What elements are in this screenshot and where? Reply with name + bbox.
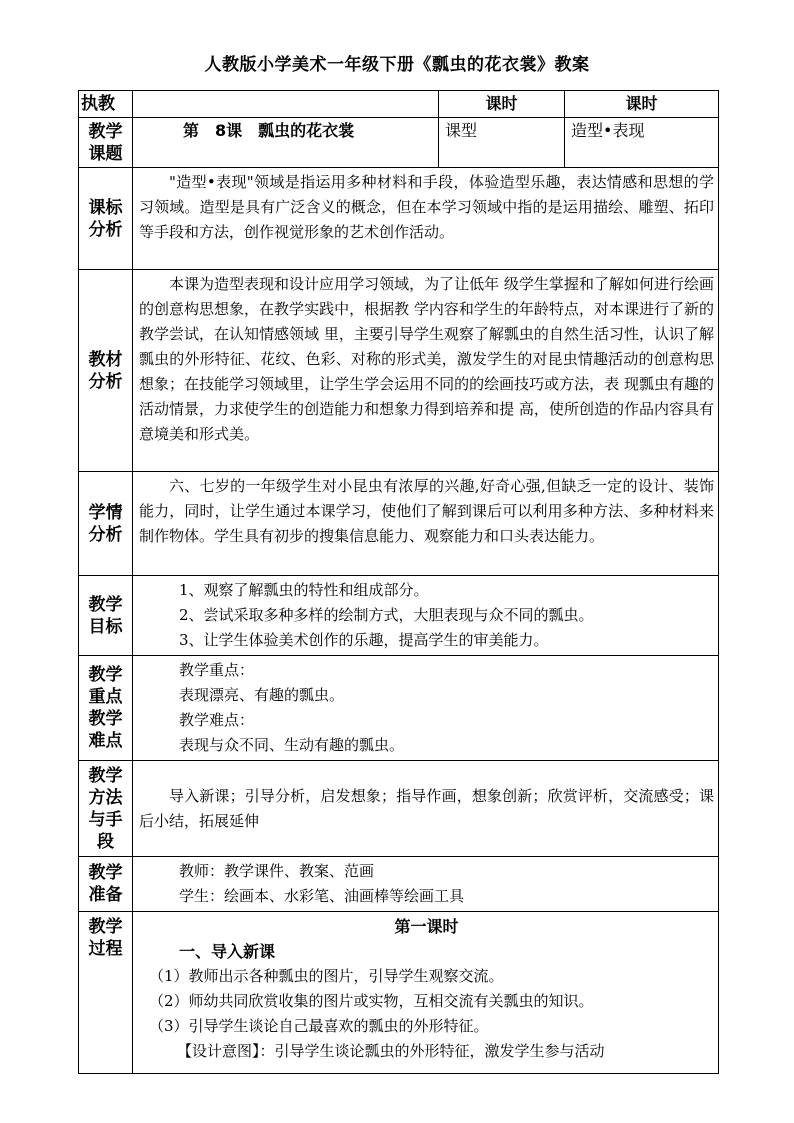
- lesson-type-label: 课型: [439, 118, 565, 168]
- material-row: [79, 270, 719, 472]
- teacher-value: [133, 91, 439, 118]
- key-points-label: 教学重点教学难点: [79, 656, 133, 761]
- methods-text: 导入新课；引导分析，启发想象；指导作画，想象创新；欣赏评析，交流感受；课后小结，拓展延伸: [139, 786, 714, 830]
- section-heading: 一、导入新课: [179, 942, 276, 961]
- goal-item: 1、观察了解瓢虫的特性和组成部分。: [179, 581, 429, 599]
- learner-row: [79, 472, 719, 576]
- standard-row: [79, 168, 719, 270]
- design-intent: 【设计意图】：引导学生谈论瓢虫的外形特征，激发学生参与活动: [177, 1042, 605, 1060]
- material-label: 教材分析: [79, 270, 133, 472]
- process-step: （3）引导学生谈论自己最喜欢的瓢虫的外形特征。: [149, 1017, 489, 1035]
- process-step: （2）师幼共同欣赏收集的图片或实物，互相交流有关瓢虫的知识。: [149, 992, 594, 1010]
- goals-row: [79, 576, 719, 656]
- material-text: 本课为造型表现和设计应用学习领域，为了让低年 级学生掌握和了解如何进行绘画的创意构思想象，在教学实践中，根据教 学内容和学生的年龄特点，对本课进行了新的教学尝试，在认知情感领域 里，主要引导学生观察了解瓢虫的自然生活习性，认识了解瓢虫的外形特征、花纹、色彩、对称的形式美，激发学生的对昆虫情趣活动的创意构思 想象；在技能学习领域里，让学生学会运用不同的的绘画技巧或方法，表 现瓢虫有趣的活动情景，力求使学生的创造能力和想象力得到培养和提 高，使所创造的作品内容具有意境美和形式美。: [139, 275, 714, 443]
- process-step: （1）教师出示各种瓢虫的图片，引导学生观察交流。: [149, 967, 504, 985]
- difficulty-text: 表现与众不同、生动有趣的瓢虫。: [179, 736, 405, 754]
- process-row: [79, 912, 719, 1074]
- learner-label: 学情分析: [79, 472, 133, 576]
- topic-label: 教学课题: [79, 118, 133, 168]
- focus-heading: 教学重点：: [179, 661, 255, 679]
- topic-row: [79, 118, 719, 168]
- focus-text: 表现漂亮、有趣的瓢虫。: [179, 686, 345, 704]
- prep-row: [79, 857, 719, 912]
- key-points-row: [79, 656, 719, 761]
- goal-item: 3、让学生体验美术创作的乐趣，提高学生的审美能力。: [179, 631, 549, 649]
- difficulty-heading: 教学难点：: [179, 711, 255, 729]
- period-heading: 第一课时: [394, 917, 459, 936]
- teacher-label: 执教: [79, 91, 133, 118]
- prep-student: 学生：绘画本、水彩笔、油画棒等绘画工具: [179, 887, 465, 905]
- process-label: 教学过程: [79, 912, 133, 1074]
- page-title: 人教版小学美术一年级下册《瓢虫的花衣裳》教案: [204, 55, 590, 75]
- methods-label: 教学方法与手段: [79, 761, 133, 857]
- period-label-1: 课时: [439, 91, 565, 118]
- methods-row: [79, 761, 719, 857]
- prep-teacher: 教师：教学课件、教案、范画: [179, 862, 375, 880]
- header-row: [79, 91, 719, 118]
- learner-text: 六、七岁的一年级学生对小昆虫有浓厚的兴趣,好奇心强,但缺乏一定的设计、装饰能力，同时，让学生通过本课学习，使他们了解到课后可以利用多种方法、多种材料来制作物体。学生具有初步的搜集信息能力、观察能力和口头表达能力。: [139, 477, 714, 545]
- goals-label: 教学目标: [79, 576, 133, 656]
- standard-text: "造型•表现"领域是指运用多种材料和手段，体验造型乐趣，表达情感和思想的学习领域。造型是具有广泛含义的概念，但在本学习领域中指的是运用描绘、雕塑、拓印等手段和方法，创作视觉形象的艺术创作活动。: [139, 173, 714, 241]
- period-label-2: 课时: [565, 91, 719, 118]
- goal-item: 2、尝试采取多种多样的绘制方式，大胆表现与众不同的瓢虫。: [179, 606, 594, 624]
- lesson-type-value: 造型•表现: [565, 118, 719, 168]
- prep-label: 教学准备: [79, 857, 133, 912]
- lesson-title: 第 8课 瓢虫的花衣裳: [133, 118, 439, 168]
- lesson-plan-table: [78, 90, 719, 1074]
- standard-label: 课标分析: [79, 168, 133, 270]
